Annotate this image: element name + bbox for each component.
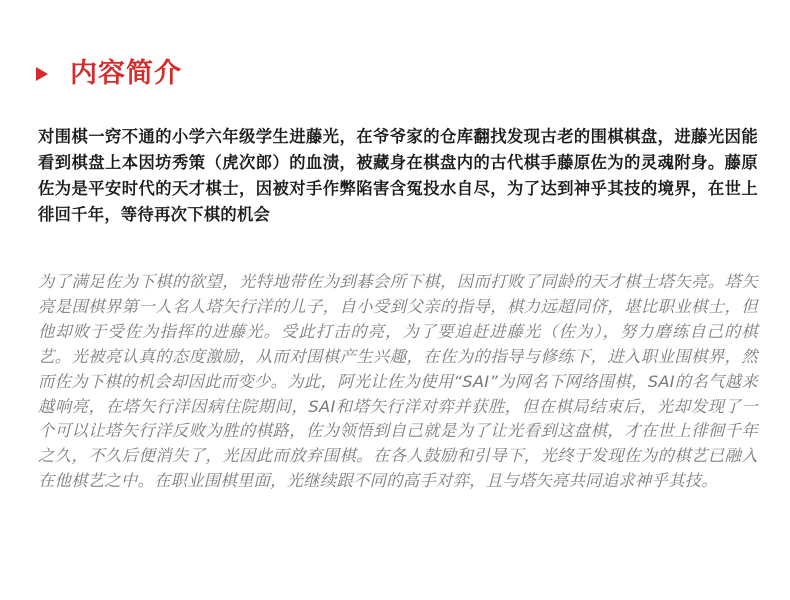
section-header <box>36 54 182 94</box>
section-title: 内容简介 <box>70 58 182 89</box>
detail-paragraph: 为了满足佐为下棋的欲望，光特地带佐为到碁会所下棋，因而打败了同龄的天才棋士塔矢亮。塔矢亮是围棋界第一人名人塔矢行洋的儿子，自小受到父亲的指导，棋力远超同侪，堪比职业棋士，但他却败于受佐为指挥的进藤光。受此打击的亮，为了要追赶进藤光（佐为），努力磨练自己的棋艺。光被亮认真的态度激励，从而对围棋产生兴趣，在佐为的指导与修练下，进入职业围棋界，然而佐为下棋的机会却因此而变少。为此，阿光让佐为使用“SAI”为网名下网络围棋，SAI的名气越来越响亮，在塔矢行洋因病住院期间，SAI和塔矢行洋对弈并获胜，但在棋局结束后，光却发现了一个可以让塔矢行洋反败为胜的棋路，佐为领悟到自己就是为了让光看到这盘棋，才在世上徘徊千年之久，不久后便消失了，光因此而放弃围棋。在各人鼓励和引导下，光终于发现佐为的棋艺已融入在他棋艺之中。在职业围棋里面，光继续跟不同的高手对弈，且与塔矢亮共同追求神乎其技。 <box>38 272 758 491</box>
summary-paragraph: 对围棋一窍不通的小学六年级学生进藤光，在爷爷家的仓库翻找发现古老的围棋棋盘，进藤光因能看到棋盘上本因坊秀策（虎次郎）的血渍，被藏身在棋盘内的古代棋手藤原佐为的灵魂附身。藤原佐为是平安时代的天才棋士，因被对手作弊陷害含冤投水自尽，为了达到神乎其技的境界，在世上徘回千年，等待再次下棋的机会 <box>38 127 758 224</box>
triangle-right-icon <box>36 67 48 81</box>
